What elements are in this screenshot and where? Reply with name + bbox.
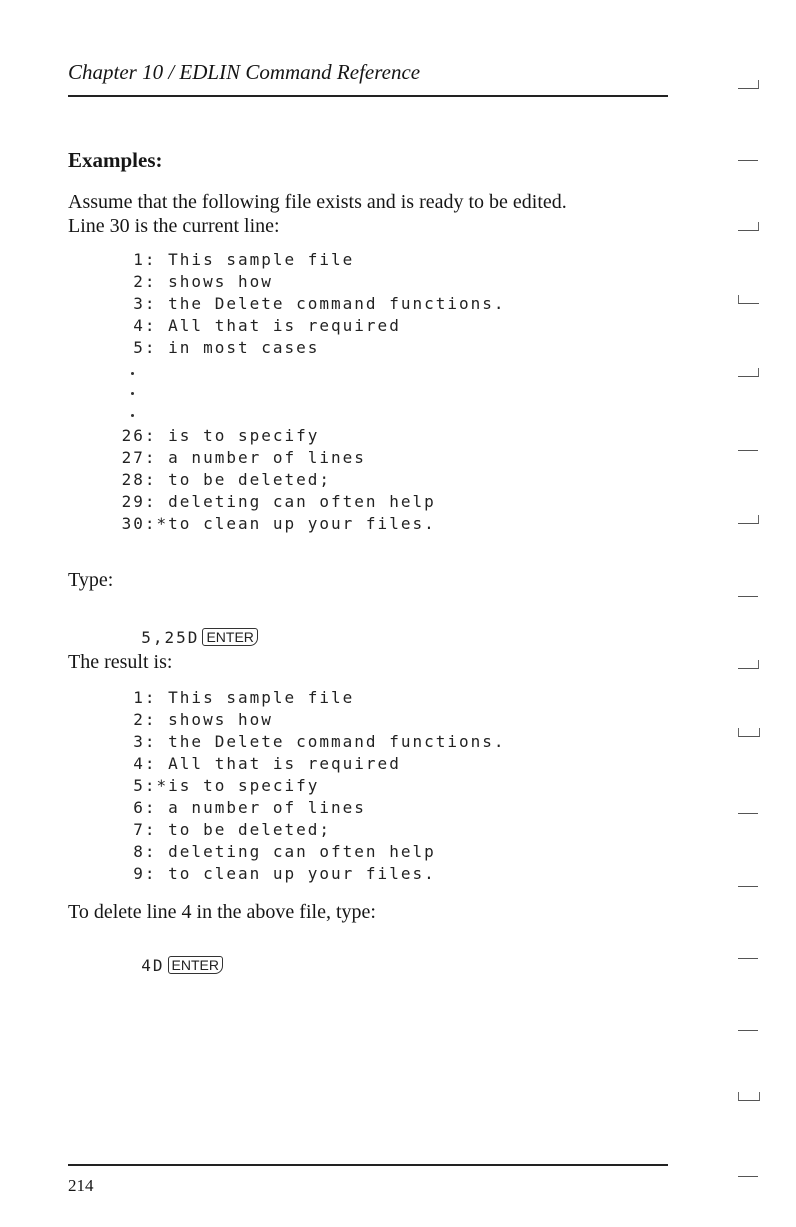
result-listing bbox=[110, 688, 506, 883]
binding-mark bbox=[738, 588, 758, 597]
binding-mark bbox=[738, 442, 758, 451]
listing-line: 5: in most cases bbox=[110, 338, 320, 357]
result-label: The result is: bbox=[68, 651, 173, 673]
ellipsis-dot bbox=[131, 392, 134, 395]
listing-line: 27: a number of lines bbox=[110, 448, 366, 467]
binding-mark bbox=[738, 368, 759, 377]
intro-line-2: Line 30 is the current line: bbox=[68, 215, 280, 237]
result-line: 7: to be deleted; bbox=[110, 820, 332, 839]
listing-line: 2: shows how bbox=[110, 272, 273, 291]
command-text: 4D bbox=[141, 956, 165, 975]
result-line: 8: deleting can often help bbox=[110, 842, 436, 861]
listing-line: 4: All that is required bbox=[110, 316, 401, 335]
command-5-25d bbox=[118, 609, 258, 647]
binding-mark bbox=[738, 152, 758, 161]
section-heading: Examples: bbox=[68, 148, 163, 172]
listing-line: 29: deleting can often help bbox=[110, 492, 436, 511]
binding-mark bbox=[738, 660, 759, 669]
result-line: 4: All that is required bbox=[110, 754, 401, 773]
listing-line-current: 30:*to clean up your files. bbox=[110, 514, 436, 533]
ellipsis-dot bbox=[131, 414, 134, 417]
result-line: 1: This sample file bbox=[110, 688, 355, 707]
binding-mark bbox=[738, 1092, 760, 1101]
binding-mark bbox=[738, 1022, 758, 1031]
footer-rule bbox=[68, 1164, 668, 1166]
page-number: 214 bbox=[68, 1176, 94, 1195]
file-listing bbox=[110, 250, 506, 533]
result-line: 2: shows how bbox=[110, 710, 273, 729]
binding-mark bbox=[738, 295, 759, 304]
command-text: 5,25D bbox=[141, 628, 200, 647]
binding-mark bbox=[738, 950, 758, 959]
listing-line: 26: is to specify bbox=[110, 426, 320, 445]
enter-key-icon: ENTER bbox=[168, 956, 223, 974]
result-line: 9: to clean up your files. bbox=[110, 864, 436, 883]
binding-mark bbox=[738, 1168, 758, 1177]
listing-line: 1: This sample file bbox=[110, 250, 355, 269]
type-label: Type: bbox=[68, 569, 114, 591]
listing-line: 28: to be deleted; bbox=[110, 470, 332, 489]
result-line-current: 5:*is to specify bbox=[110, 776, 320, 795]
header-rule bbox=[68, 95, 668, 97]
chapter-title: Chapter 10 / EDLIN Command Reference bbox=[68, 60, 421, 84]
binding-mark bbox=[738, 222, 759, 231]
listing-line: 3: the Delete command functions. bbox=[110, 294, 506, 313]
ellipsis-dot bbox=[131, 372, 134, 375]
result-line: 6: a number of lines bbox=[110, 798, 366, 817]
delete-instruction: To delete line 4 in the above file, type: bbox=[68, 901, 376, 923]
binding-mark bbox=[738, 728, 760, 737]
binding-mark bbox=[738, 80, 759, 89]
binding-mark bbox=[738, 515, 759, 524]
enter-key-icon: ENTER bbox=[202, 628, 257, 646]
command-4d bbox=[118, 937, 223, 975]
binding-mark bbox=[738, 878, 758, 887]
intro-line-1: Assume that the following file exists and is ready to be edited. bbox=[68, 191, 567, 213]
result-line: 3: the Delete command functions. bbox=[110, 732, 506, 751]
binding-mark bbox=[738, 805, 758, 814]
